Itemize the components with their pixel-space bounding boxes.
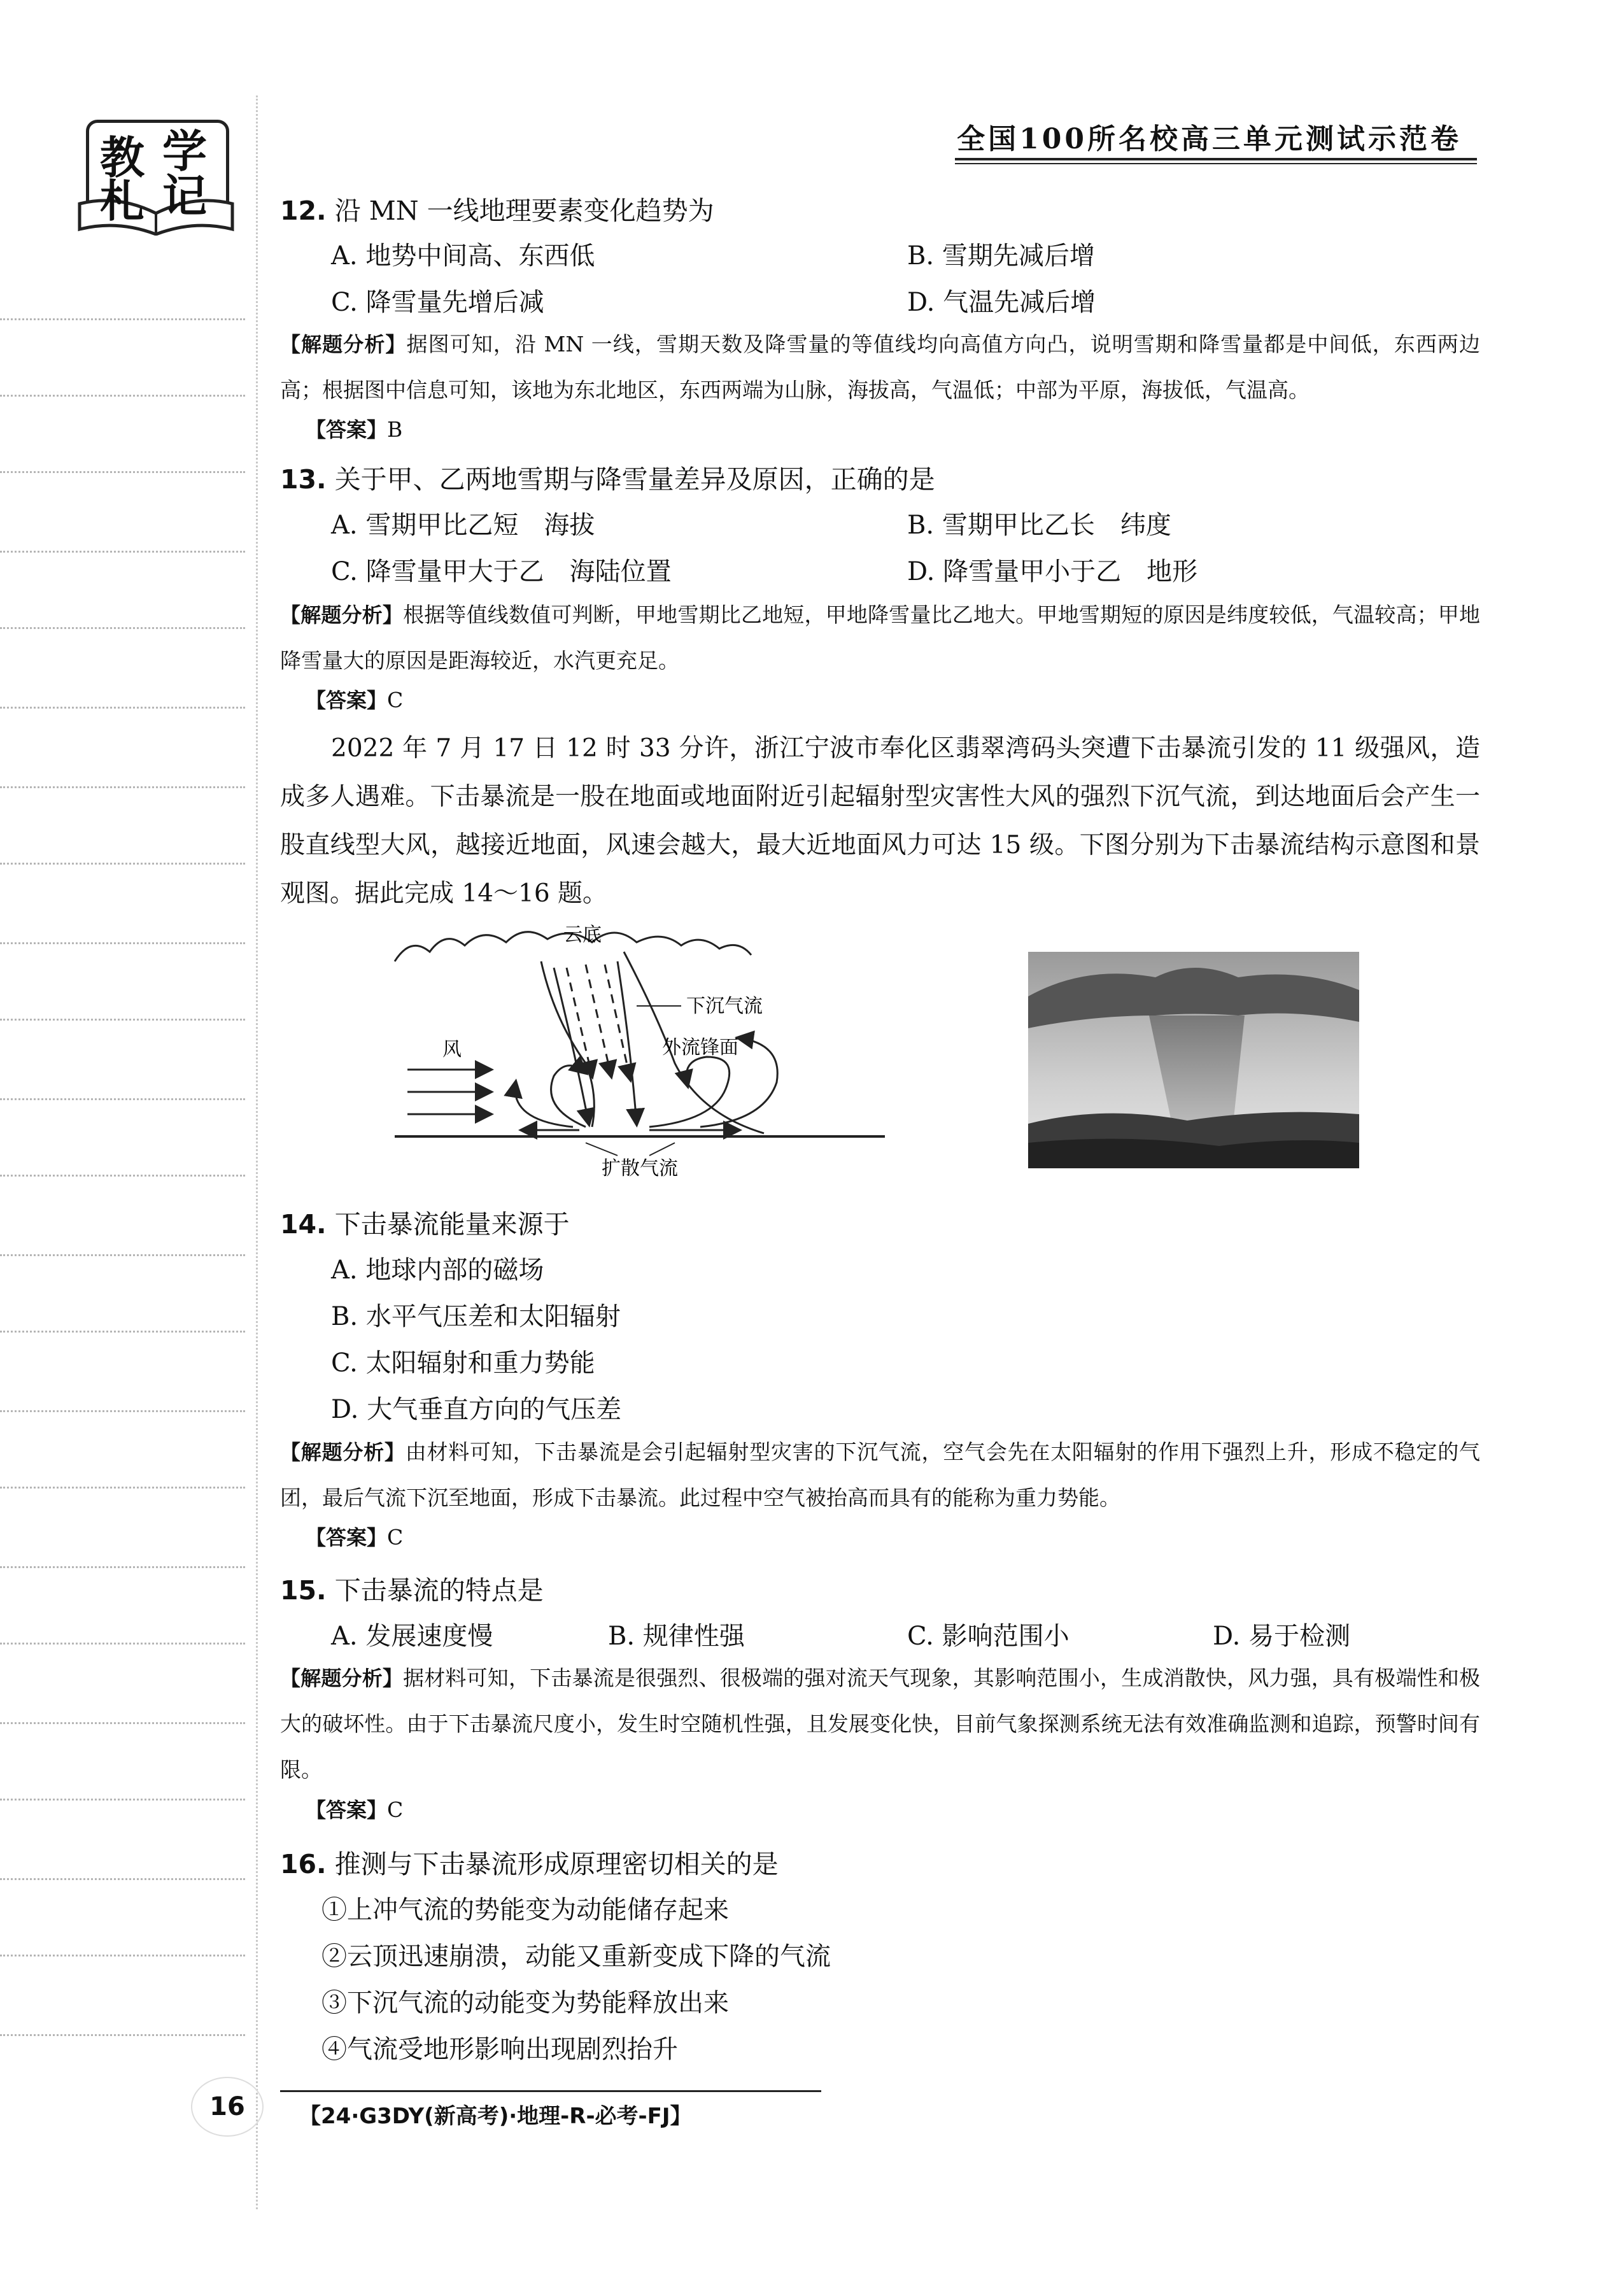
answer-value: C <box>387 1797 404 1822</box>
q14-option-d: D. 大气垂直方向的气压差 <box>331 1395 622 1424</box>
downdraft-column-left <box>541 961 594 1127</box>
q15-option-d: D. 易于检测 <box>1213 1622 1351 1651</box>
q16-statement-4: ④气流受地形影响出现剧烈抬升 <box>321 2035 678 2064</box>
q16-statement-1: ①上冲气流的势能变为动能储存起来 <box>321 1895 729 1925</box>
downburst-diagram <box>382 917 904 1184</box>
question-stem: 下击暴流的特点是 <box>334 1575 544 1606</box>
answer-tag: 【答案】 <box>306 688 388 712</box>
q15-option-a: A. 发展速度慢 <box>331 1622 493 1651</box>
question-number: 12. <box>280 195 327 226</box>
analysis-text: 由材料可知，下击暴流是会引起辐射型灾害的下沉气流，空气会先在太阳辐射的作用下强烈上升，形成不稳定的气团，最后气流下沉至地面，形成下击暴流。此过程中空气被抬高而具有的能称为重力势能。 <box>280 1440 1480 1510</box>
question-14 <box>280 1203 570 1241</box>
footer-code: 【24·G3DY(新高考)·地理-R-必考-FJ】 <box>299 2104 692 2129</box>
margin-divider <box>256 96 258 2209</box>
header-title: 全国100所名校高三单元测试示范卷 <box>957 123 1462 155</box>
analysis-tag: 【解题分析】 <box>280 603 404 627</box>
question-number: 16. <box>280 1849 327 1879</box>
page-number: 16 <box>191 2077 264 2137</box>
analysis-tag: 【解题分析】 <box>280 1666 404 1690</box>
q14-analysis <box>280 1429 1480 1521</box>
badge-char-3: 札 <box>100 174 145 227</box>
label-outflow-front: 外流锋面 <box>662 1036 738 1059</box>
question-13 <box>280 458 935 496</box>
question-stem: 推测与下击暴流形成原理密切相关的是 <box>334 1849 779 1879</box>
q15-analysis <box>280 1655 1480 1793</box>
label-divergent-flow: 扩散气流 <box>602 1157 678 1180</box>
badge-char-4: 记 <box>162 169 207 222</box>
badge-char-1: 教 <box>100 131 145 184</box>
analysis-tag: 【解题分析】 <box>280 1440 406 1464</box>
analysis-text: 据材料可知，下击暴流是很强烈、很极端的强对流天气现象，其影响范围小，生成消散快，风力强，具有极端性和极大的破坏性。由于下击暴流尺度小，发生时空随机性强，且发展变化快，目前气象探测系统无法有效准确监测和追踪，预警时间有限。 <box>280 1666 1480 1782</box>
q16-statement-3: ③下沉气流的动能变为势能释放出来 <box>321 1988 729 2018</box>
q13-answer <box>306 684 403 714</box>
analysis-tag: 【解题分析】 <box>280 332 407 357</box>
question-stem: 下击暴流能量来源于 <box>334 1209 570 1240</box>
q12-option-b: B. 雪期先减后增 <box>907 241 1095 271</box>
footer-rule <box>280 2090 821 2092</box>
badge-char-2: 学 <box>162 125 207 178</box>
notes-badge <box>73 115 239 236</box>
analysis-text: 据图可知，沿 MN 一线，雪期天数及降雪量的等值线均向高值方向凸，说明雪期和降雪量都是中间低，东西两边高；根据图中信息可知，该地为东北地区，东西两端为山脉，海拔高，气温低；中部为平原，海拔低，气温高。 <box>280 332 1480 402</box>
q12-option-a: A. 地势中间高、东西低 <box>331 241 595 271</box>
passage: 2022 年 7 月 17 日 12 时 33 分许，浙江宁波市奉化区翡翠湾码头突遭下击暴流引发的 11 级强风，造成多人遇难。下击暴流是一股在地面或地面附近引起辐射型灾害性大风的强烈下沉气流，到达地面后会产生一股直线型大风，越接近地面，风速会越大，最大近地面风力可达 15 级。下图分别为下击暴流结构示意图和景观图。据此完成 14～16 题。 <box>280 734 1480 908</box>
book-icon <box>73 197 239 236</box>
q14-option-b: B. 水平气压差和太阳辐射 <box>331 1302 621 1331</box>
question-number: 14. <box>280 1209 327 1240</box>
q15-answer <box>306 1794 403 1823</box>
header-rule <box>955 158 1477 160</box>
q13-option-d: D. 降雪量甲小于乙 地形 <box>907 557 1198 586</box>
answer-value: C <box>387 1525 404 1550</box>
answer-tag: 【答案】 <box>306 1525 388 1550</box>
question-16 <box>280 1843 779 1881</box>
answer-tag: 【答案】 <box>306 1798 388 1822</box>
q12-answer <box>306 414 402 443</box>
question-15 <box>280 1569 544 1607</box>
answer-value: B <box>387 417 403 442</box>
question-stem: 沿 MN 一线地理要素变化趋势为 <box>334 195 714 226</box>
question-12 <box>280 190 714 227</box>
header-rule-thin <box>955 163 1477 164</box>
q13-option-c: C. 降雪量甲大于乙 海陆位置 <box>331 557 672 586</box>
label-wind: 风 <box>442 1038 462 1061</box>
q13-option-b: B. 雪期甲比乙长 纬度 <box>907 511 1171 540</box>
q13-analysis <box>280 592 1480 684</box>
downburst-photo <box>1028 952 1359 1168</box>
analysis-text: 根据等值线数值可判断，甲地雪期比乙地短，甲地降雪量比乙地大。甲地雪期短的原因是纬度较低，气温较高；甲地降雪量大的原因是距海较近，水汽更充足。 <box>280 602 1480 673</box>
q14-option-a: A. 地球内部的磁场 <box>331 1256 544 1285</box>
q16-statement-2: ②云顶迅速崩溃，动能又重新变成下降的气流 <box>321 1942 831 1971</box>
label-cloud-base: 云底 <box>563 924 602 946</box>
question-number: 15. <box>280 1575 327 1606</box>
q13-option-a: A. 雪期甲比乙短 海拔 <box>331 511 595 540</box>
question-number: 13. <box>280 464 327 495</box>
q12-analysis <box>280 322 1480 413</box>
q14-answer <box>306 1522 403 1551</box>
label-downdraft: 下沉气流 <box>686 995 763 1017</box>
answer-tag: 【答案】 <box>306 418 388 442</box>
q12-option-c: C. 降雪量先增后减 <box>331 288 544 317</box>
q15-option-c: C. 影响范围小 <box>907 1622 1070 1651</box>
answer-value: C <box>387 688 404 712</box>
q14-option-c: C. 太阳辐射和重力势能 <box>331 1348 595 1378</box>
question-stem: 关于甲、乙两地雪期与降雪量差异及原因，正确的是 <box>334 464 935 495</box>
q15-option-b: B. 规律性强 <box>608 1622 745 1651</box>
q12-option-d: D. 气温先减后增 <box>907 288 1096 317</box>
